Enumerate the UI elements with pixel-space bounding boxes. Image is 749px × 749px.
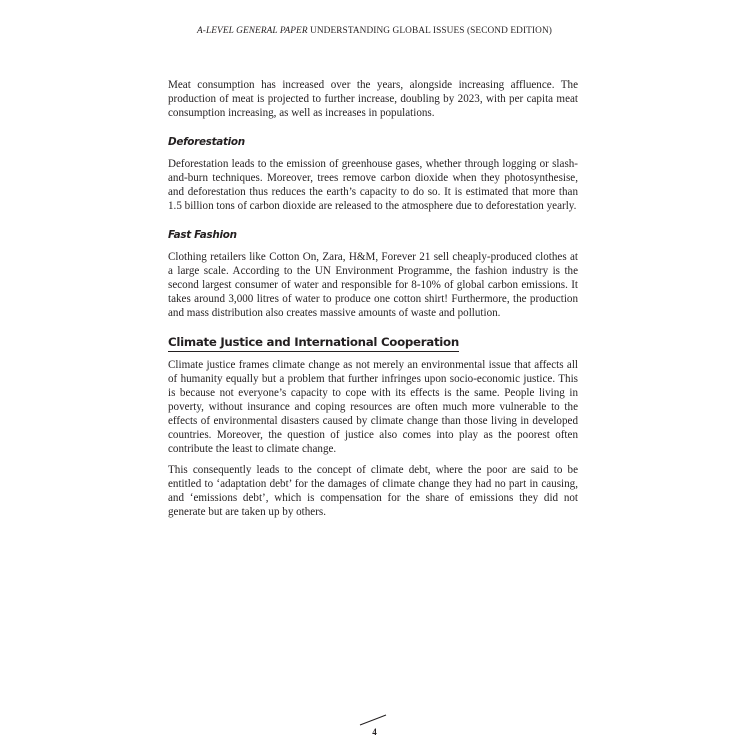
- deforestation-heading: Deforestation: [168, 136, 245, 148]
- running-header: [0, 26, 749, 36]
- intro-paragraph: Meat consumption has increased over the years, alongside increasing affluence. The production of meat is projected to further increase, doubling by 2023, with per capita meat consumption increasing, as well as increases in populations.: [168, 79, 578, 119]
- climate-justice-paragraph: Climate justice frames climate change as not merely an environmental issue that affects all of humanity equally but a problem that further infringes upon socio-economic justice. This is because not everyone’s capacity to cope with its effects is the same. People living in poverty, without insurance and coping resources are often much more vulnerable to the effects of environmental disasters caused by climate change than those living in developed countries. Moreover, the question of justice also comes into play as the poorest often contribute the least to climate change.: [168, 359, 578, 455]
- header-series-title: A-LEVEL GENERAL PAPER: [197, 26, 308, 36]
- page-body: [168, 78, 578, 519]
- page-footer: [0, 714, 749, 737]
- page-slash-ornament: [356, 714, 392, 728]
- page-number: 4: [372, 727, 377, 737]
- header-book-title: UNDERSTANDING GLOBAL ISSUES (SECOND EDITION): [310, 26, 552, 36]
- climate-debt-paragraph: This consequently leads to the concept of climate debt, where the poor are said to be entitled to ‘adaptation debt’ for the damages of climate change they had no part in causing, and ‘emissions debt’, which is compensation for the share of emissions they did not generate but are taken up by others.: [168, 464, 578, 518]
- section-heading: Climate Justice and International Cooperation: [168, 335, 459, 352]
- deforestation-paragraph: Deforestation leads to the emission of greenhouse gases, whether through logging or slash-and-burn techniques. Moreover, trees remove carbon dioxide when they photosynthesise, and deforestation thus reduces the earth’s capacity to do so. It is estimated that more than 1.5 billion tons of carbon dioxide are released to the atmosphere due to deforestation yearly.: [168, 158, 578, 212]
- fast-fashion-heading: Fast Fashion: [168, 229, 237, 241]
- fast-fashion-paragraph: Clothing retailers like Cotton On, Zara, H&M, Forever 21 sell cheaply-produced clothes at a large scale. According to the UN Environment Programme, the fashion industry is the second largest consumer of water and responsible for 8-10% of global carbon emissions. It takes around 3,000 litres of water to produce one cotton shirt! Furthermore, the production and mass distribution also creates massive amounts of waste and pollution.: [168, 251, 578, 319]
